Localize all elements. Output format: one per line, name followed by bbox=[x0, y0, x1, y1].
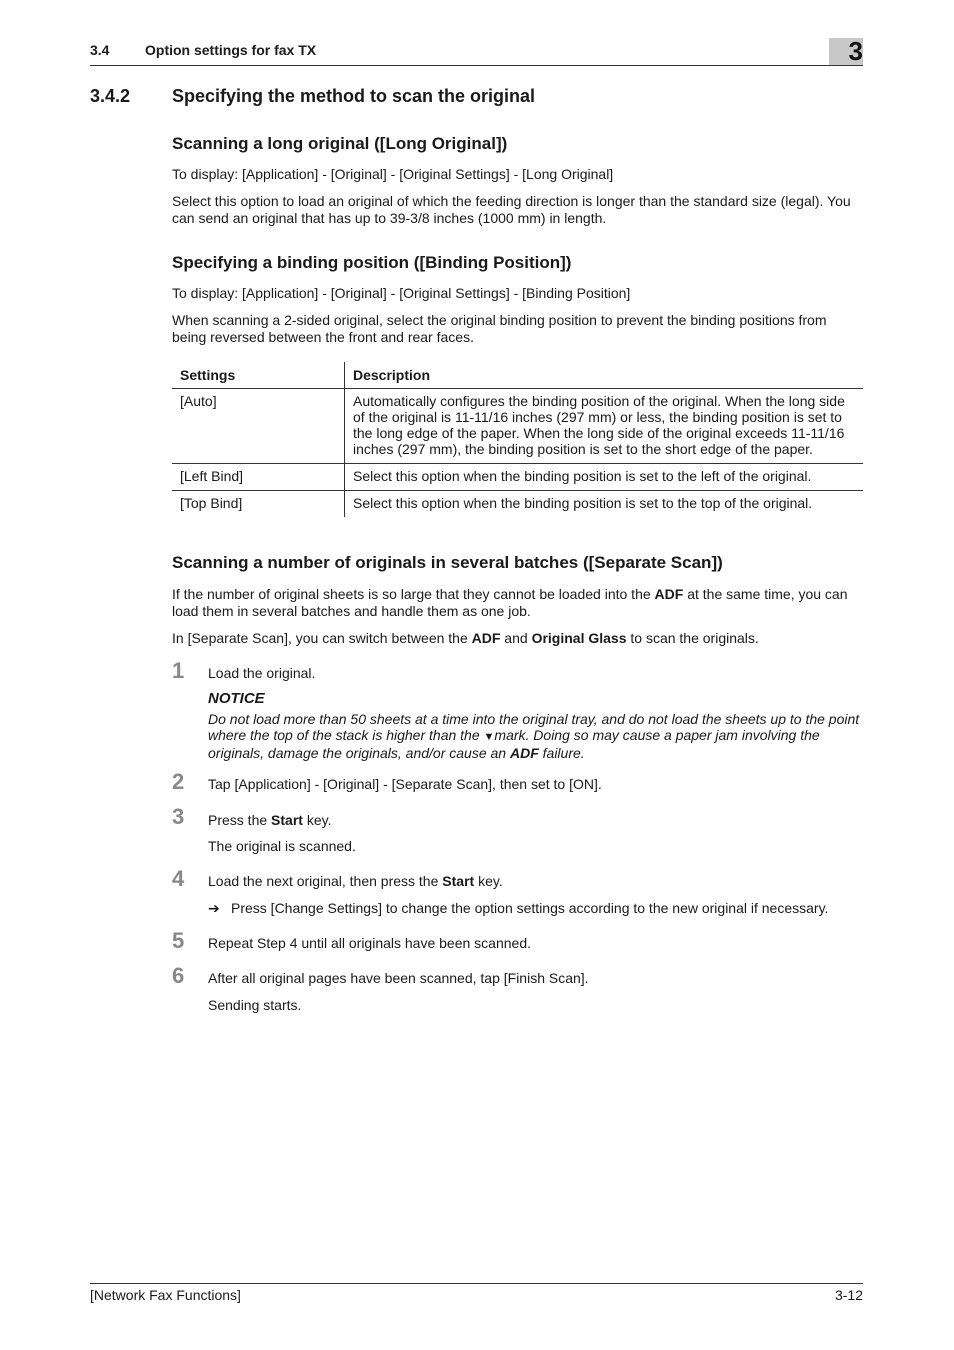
step-text-4 bbox=[208, 873, 864, 890]
header-divider bbox=[90, 65, 863, 66]
text-run: If the number of original sheets is so large that they cannot be loaded into the bbox=[172, 586, 655, 602]
text-run: key. bbox=[302, 812, 332, 828]
adf-term: ADF bbox=[471, 630, 501, 646]
step-text-2: Tap [Application] - [Original] - [Separate Scan], then set to [ON]. bbox=[208, 776, 602, 792]
subsection-title: Specifying the method to scan the original bbox=[172, 86, 536, 106]
text-run: key. bbox=[474, 873, 503, 889]
table-header-row bbox=[172, 362, 863, 389]
table-row bbox=[172, 389, 863, 464]
text-run: In [Separate Scan], you can switch between the bbox=[172, 630, 472, 646]
text-run: Do not load more than 50 sheets at a time into the original tray, and do not load the sheets up to the point where the top of the stack is higher than the bbox=[208, 711, 860, 743]
step-number-6: 6 bbox=[172, 963, 185, 988]
header-section-title: Option settings for fax TX bbox=[145, 42, 317, 58]
adf-term: ADF bbox=[654, 586, 684, 602]
table-cell-description: Select this option when the binding position is set to the left of the original. bbox=[353, 468, 812, 484]
long-original-body: Select this option to load an original of which the feeding direction is longer than the standard size (legal). You can send an original that has up to 39-3/8 inches (1000 mm) in length. bbox=[172, 193, 851, 226]
step-number-2: 2 bbox=[172, 769, 185, 794]
step-result-3: The original is scanned. bbox=[208, 838, 356, 854]
text-run: and bbox=[500, 630, 532, 646]
step-number-5: 5 bbox=[172, 928, 185, 953]
step-number-3: 3 bbox=[172, 804, 185, 829]
text-run: at the same time, you can load them in several batches and handle them as one job. bbox=[172, 586, 848, 619]
original-glass-term: Original Glass bbox=[531, 630, 627, 646]
adf-term: ADF bbox=[509, 745, 539, 761]
step-text-1: Load the original. bbox=[208, 665, 316, 681]
binding-position-path: To display: [Application] - [Original] - [Original Settings] - [Binding Position] bbox=[172, 285, 631, 301]
separate-scan-heading: Scanning a number of originals in several batches ([Separate Scan]) bbox=[172, 553, 723, 572]
separate-scan-intro-1 bbox=[172, 586, 864, 620]
separate-scan-intro-2 bbox=[172, 630, 864, 647]
footer-manual-title: [Network Fax Functions] bbox=[90, 1287, 241, 1303]
step-text-3 bbox=[208, 812, 864, 829]
table-row bbox=[172, 491, 863, 518]
step-text-6: After all original pages have been scanned, tap [Finish Scan]. bbox=[208, 970, 589, 986]
chapter-number: 3 bbox=[848, 36, 863, 66]
notice-body bbox=[208, 711, 864, 761]
footer-divider bbox=[90, 1283, 863, 1284]
binding-position-heading: Specifying a binding position ([Binding Position]) bbox=[172, 253, 572, 272]
text-run: Load the next original, then press the bbox=[208, 873, 443, 889]
table-cell-setting: [Left Bind] bbox=[172, 464, 345, 491]
long-original-path: To display: [Application] - [Original] - [Original Settings] - [Long Original] bbox=[172, 166, 614, 182]
arrow-icon: ➔ bbox=[208, 900, 220, 916]
start-key-term: Start bbox=[442, 873, 475, 889]
header-section-number: 3.4 bbox=[90, 42, 110, 58]
step-text-5: Repeat Step 4 until all originals have been scanned. bbox=[208, 935, 531, 951]
start-key-term: Start bbox=[271, 812, 303, 828]
table-header-settings: Settings bbox=[172, 362, 345, 389]
step-result-6: Sending starts. bbox=[208, 997, 302, 1013]
notice-title: NOTICE bbox=[208, 690, 265, 707]
text-run: Press the bbox=[208, 812, 272, 828]
step-number-4: 4 bbox=[172, 866, 185, 891]
long-original-heading: Scanning a long original ([Long Original]) bbox=[172, 134, 508, 153]
binding-position-body: When scanning a 2-sided original, select the original binding position to prevent the binding positions from being reversed between the front and rear faces. bbox=[172, 312, 827, 345]
binding-settings-table bbox=[172, 362, 863, 517]
table-header-description: Description bbox=[353, 367, 431, 383]
step-number-1: 1 bbox=[172, 658, 185, 683]
text-run: to scan the originals. bbox=[626, 630, 759, 646]
text-run: failure. bbox=[538, 745, 585, 761]
text-run: mark. Doing so may cause a paper jam involving the originals, damage the originals, and/or cause an bbox=[208, 727, 820, 761]
table-cell-setting: [Auto] bbox=[172, 389, 345, 464]
step-substep-4: Press [Change Settings] to change the option settings according to the new original if necessary. bbox=[231, 900, 829, 916]
table-row bbox=[172, 464, 863, 491]
triangle-mark-icon: ▼ bbox=[483, 731, 495, 743]
table-cell-setting: [Top Bind] bbox=[172, 491, 345, 518]
subsection-number: 3.4.2 bbox=[90, 86, 131, 106]
table-cell-description: Select this option when the binding position is set to the top of the original. bbox=[353, 495, 813, 511]
table-cell-description: Automatically configures the binding position of the original. When the long side of the original is 11-11/16 inches (297 mm) or less, the binding position is set to the long edge of the paper. When the long side of the original exceeds 11-11/16 inches (297 mm), the binding position is set to the short edge of the paper. bbox=[353, 393, 845, 457]
footer-page-number: 3-12 bbox=[834, 1287, 863, 1303]
